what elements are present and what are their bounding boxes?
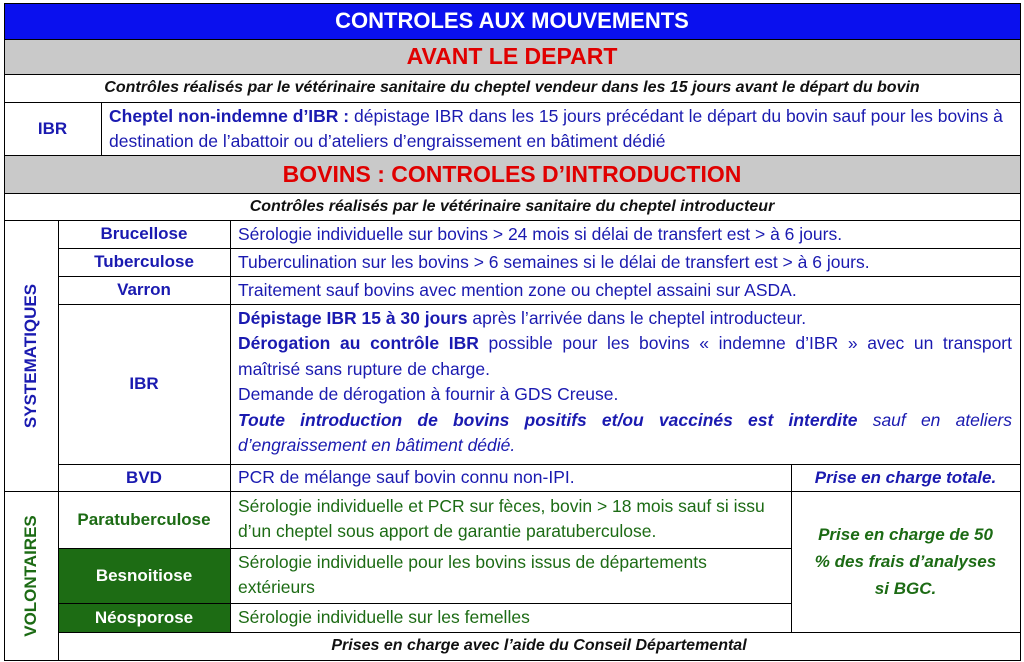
grid-line (791, 464, 792, 632)
departure-ibr-label: IBR (37, 118, 68, 138)
introduction-note: Contrôles réalisés par le vétérinaire sanitaire du cheptel introducteur (249, 197, 775, 215)
voluntary-support: Prise en charge de 50 % des frais d’analyses si BGC. (814, 525, 997, 598)
brucellose-label: Brucellose (100, 224, 188, 243)
section-heading-departure: AVANT LE DEPART (4, 39, 1020, 74)
tuberculose-label: Tuberculose (94, 252, 194, 271)
neosporose-description: Sérologie individuelle sur les femelles (238, 607, 530, 627)
departure-note: Contrôles réalisés par le vétérinaire sanitaire du cheptel vendeur dans les 15 jours avant le départ du bovin (104, 79, 920, 96)
grid-line (230, 220, 231, 632)
bvd-label: BVD (126, 467, 162, 487)
grid-line (101, 102, 102, 155)
grid-line (4, 220, 1020, 221)
grid-line (58, 248, 1020, 249)
grid-line (58, 548, 791, 549)
footer-note: Prises en charge avec l’aide du Conseil Départemental (331, 637, 747, 654)
ibr-p1-bold: Dépistage IBR 15 à 30 jours (238, 308, 468, 328)
bvd-description: PCR de mélange sauf bovin connu non-IPI. (238, 467, 575, 487)
grid-line (58, 603, 791, 604)
grid-line (58, 632, 1020, 633)
grid-line (58, 220, 59, 660)
grid-line (58, 464, 1020, 465)
grid-line (4, 491, 1020, 492)
systematic-label-text: SYSTEMATIQUES (21, 283, 41, 428)
neosporose-label: Néosporose (58, 603, 230, 632)
grid-line (4, 155, 1020, 156)
ibr-p4-bold: Toute introduction de bovins positifs et/ou vaccinés est interdite (238, 409, 858, 430)
section-heading-introduction: BOVINS : CONTROLES D’INTRODUCTION (4, 155, 1020, 193)
ibr-paragraph-3: Demande de dérogation à fournir à GDS Creuse. (238, 384, 619, 405)
departure-ibr-bold: Cheptel non-indemne d’IBR : (109, 106, 350, 126)
grid-line (4, 193, 1020, 194)
ibr-p1-text: après l’arrivée dans le cheptel introducteur. (467, 308, 807, 328)
varron-description: Traitement sauf bovins avec mention zone ou cheptel assaini sur ASDA. (238, 279, 797, 300)
paratuberculose-label: Paratuberculose (77, 509, 211, 529)
bvd-support: Prise en charge totale. (814, 468, 997, 487)
main-title: CONTROLES AUX MOUVEMENTS (4, 3, 1020, 39)
ibr-p4-text: sauf en ateliers d’engraissement en bâtiment dédié. (238, 409, 1012, 456)
voluntary-label-text: VOLONTAIRES (21, 514, 40, 637)
grid-line (4, 102, 1020, 103)
besnoitiose-description: Sérologie individuelle pour les bovins issus de départements extérieurs (238, 552, 707, 597)
ibr-p2-text: possible pour les bovins « indemne d’IBR » avec un transport maîtrisé sans rupture de charge. (238, 333, 1012, 379)
grid-line (58, 276, 1020, 277)
besnoitiose-label: Besnoitiose (58, 548, 230, 603)
tuberculose-description: Tuberculination sur les bovins > 6 semaines si le délai de transfert est > à 6 jours. (238, 251, 870, 272)
paratuberculose-description: Sérologie individuelle et PCR sur fèces, bovin > 18 mois sauf si issu d’un cheptel sous apport de garantie paratuberculose. (238, 496, 765, 541)
varron-label: Varron (117, 280, 171, 299)
introduction-ibr-label: IBR (129, 374, 159, 393)
grid-line (4, 74, 1020, 75)
grid-line (58, 304, 1020, 305)
brucellose-description: Sérologie individuelle sur bovins > 24 mois si délai de transfert est > à 6 jours. (238, 223, 843, 244)
ibr-p2-bold: Dérogation au contrôle IBR (238, 333, 479, 354)
departure-ibr-text: dépistage IBR dans les 15 jours précédant le départ du bovin sauf pour les bovins à destination de l’abattoir ou d’ateliers d’engraissement en bâtiment dédié (109, 106, 1003, 151)
grid-line (4, 39, 1020, 40)
